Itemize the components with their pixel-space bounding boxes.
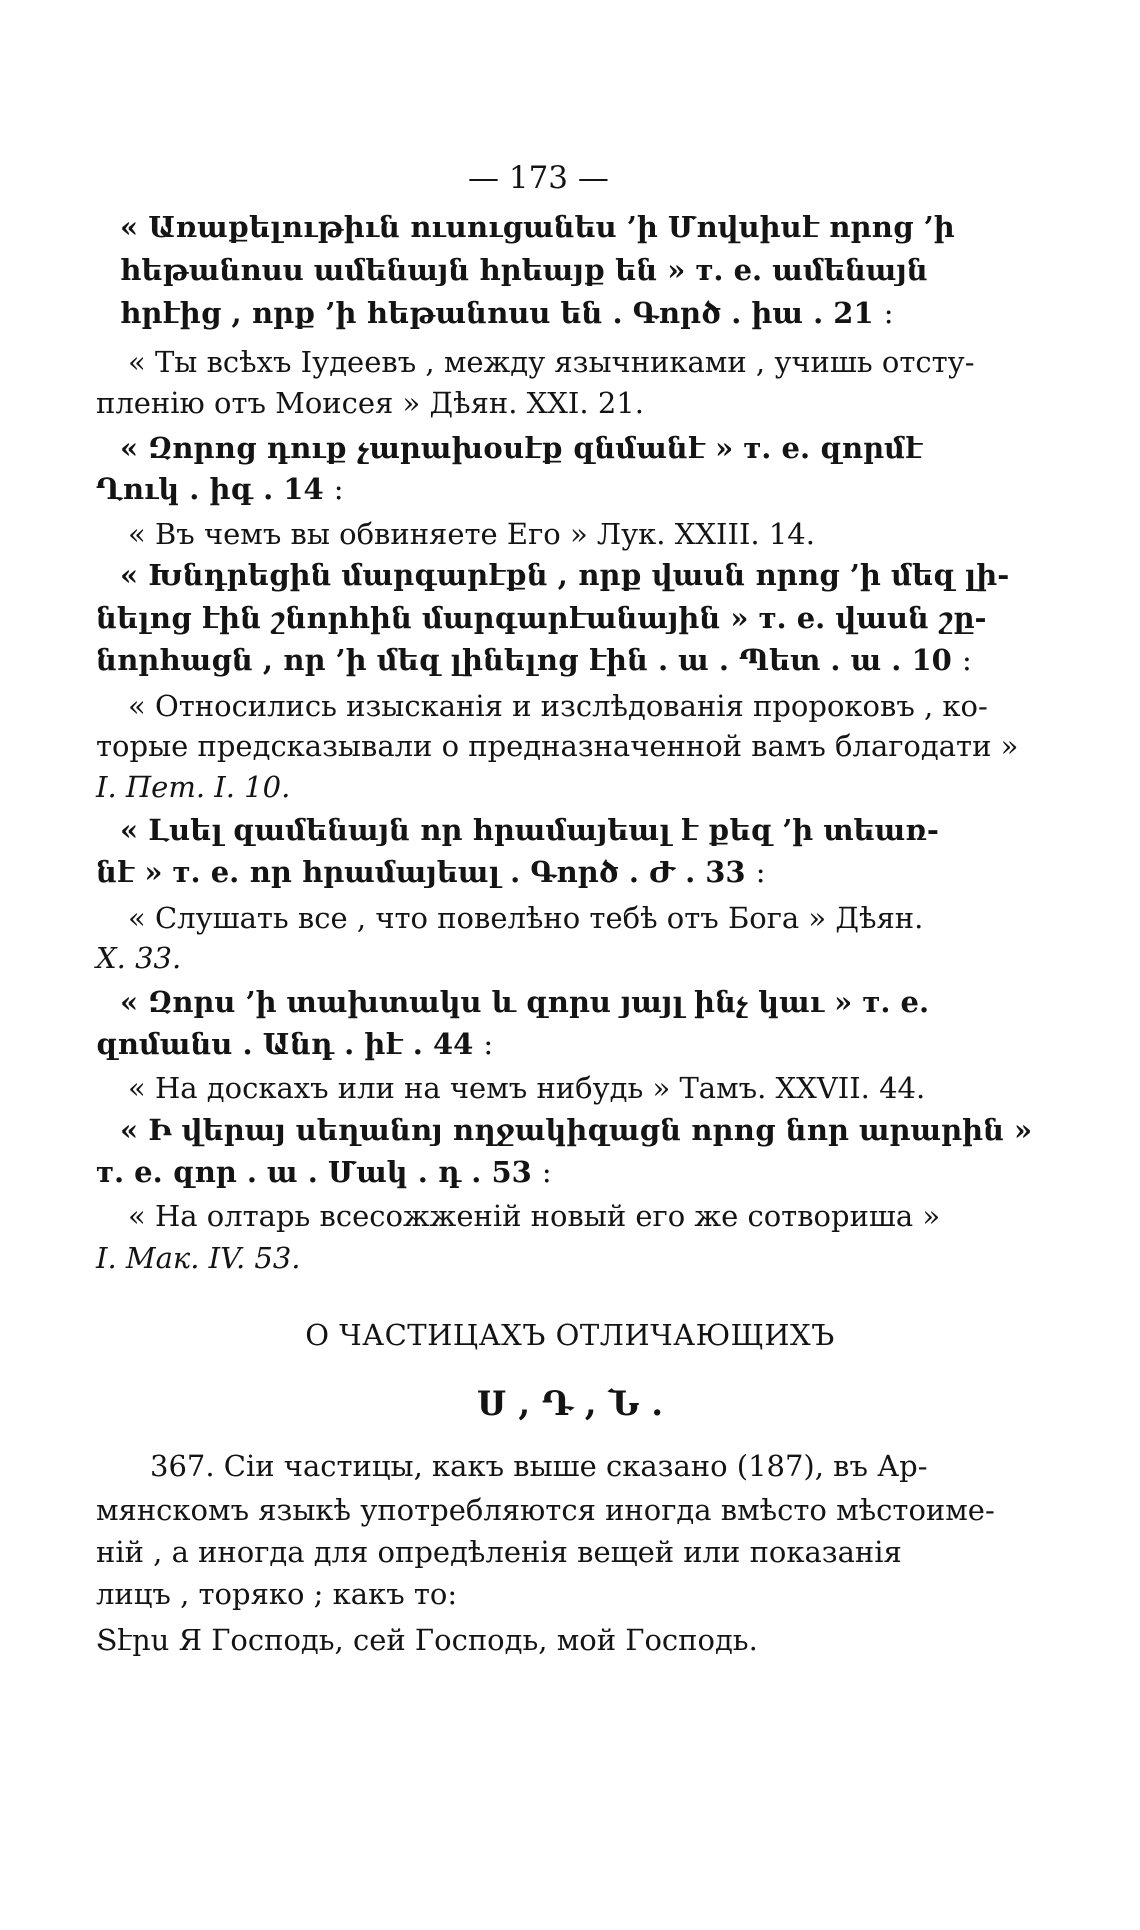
paragraph-line: ній , а иногда для опредѣленія вещей или показанія — [96, 1535, 902, 1569]
text-line: « Ты всѣхъ Іудеевъ , между язычниками , учишь отсту- — [128, 345, 975, 379]
text-line: զոմանս . Անդ . իէ . 44 ։ — [96, 1027, 494, 1061]
text-line: X. 33. — [96, 941, 182, 975]
text-line: « Խնդրեցին մարգարէքն , որք վասն որոց ’ի մեզ լի- — [120, 558, 1010, 592]
text-line: « Լսել զամենայն որ հրամայեալ է քեզ ’ի տեառ- — [120, 813, 939, 847]
section-heading: О ЧАСТИЦАХЪ ОТЛИЧАЮЩИХЪ — [305, 1318, 835, 1352]
text-line: նէ » т. е. որ հրամայեալ . Գործ . Ժ . 33 ։ — [96, 855, 766, 889]
text-line: « Ի վերայ սեղանոյ ողջակիզացն որոց նոր արարին » — [120, 1113, 1033, 1147]
text-line: пленію отъ Моисея » Дѣян. XXI. 21. — [96, 386, 644, 420]
text-line: « Въ чемъ вы обвиняете Его » Лук. XXIII. 14. — [128, 517, 815, 551]
text-line: I. Мак. IV. 53. — [96, 1241, 301, 1275]
page-number: — 173 — — [468, 160, 609, 196]
section-subheading: Ս , Դ , Ն . — [476, 1384, 664, 1424]
paragraph-line: Տէրս Я Господь, сей Господь, мой Господь. — [96, 1623, 758, 1657]
text-line: Ղուկ . իգ . 14 ։ — [96, 472, 344, 506]
text-line: I. Пет. I. 10. — [96, 770, 291, 804]
paragraph-line: лицъ , торяко ; какъ то: — [96, 1577, 458, 1611]
text-line: հեթանոսս ամենայն հրեայք են » т. е. ամենայն — [120, 253, 928, 287]
text-line: « Слушать все , что повелѣно тебѣ отъ Бога » Дѣян. — [128, 901, 924, 935]
paragraph-line: мянскомъ языкѣ употребляются иногда вмѣсто мѣстоиме- — [96, 1493, 995, 1527]
text-line: « Առաքելութիւն ուսուցանես ’ի Մովսիսէ որոց ’ի — [120, 210, 955, 244]
text-line: « Զորոց դուք չարախօսէք զնմանէ » т. е. զորմէ — [120, 431, 923, 465]
text-line: « Относились изысканія и изслѣдованія пророковъ , ко- — [128, 689, 988, 723]
text-line: նորհացն , որ ’ի մեզ լինելոց էին . ա . Պետ . ա . 10 ։ — [96, 643, 972, 677]
text-line: т. е. զոր . ա . Մակ . դ . 53 ։ — [96, 1155, 552, 1189]
text-line: торые предсказывали о предназначенной вамъ благодати » — [96, 729, 1019, 763]
text-line: « На доскахъ или на чемъ нибудь » Тамъ. XXVII. 44. — [128, 1071, 926, 1105]
text-line: հրէից , որք ’ի հեթանոսս են . Գործ . իա . 21 ։ — [120, 296, 894, 330]
paragraph-line: 367. Сіи частицы, какъ выше сказано (187), въ Ар- — [150, 1449, 928, 1483]
text-line: նելոց էին շնորհին մարգարէանային » т. е. վասն շը- — [96, 601, 987, 635]
text-line: « Զորս ’ի տախտակս և զորս յայլ ինչ կաւ » т. е. — [120, 985, 930, 1019]
text-line: « На олтарь всесожженій новый его же сотвориша » — [128, 1199, 941, 1233]
